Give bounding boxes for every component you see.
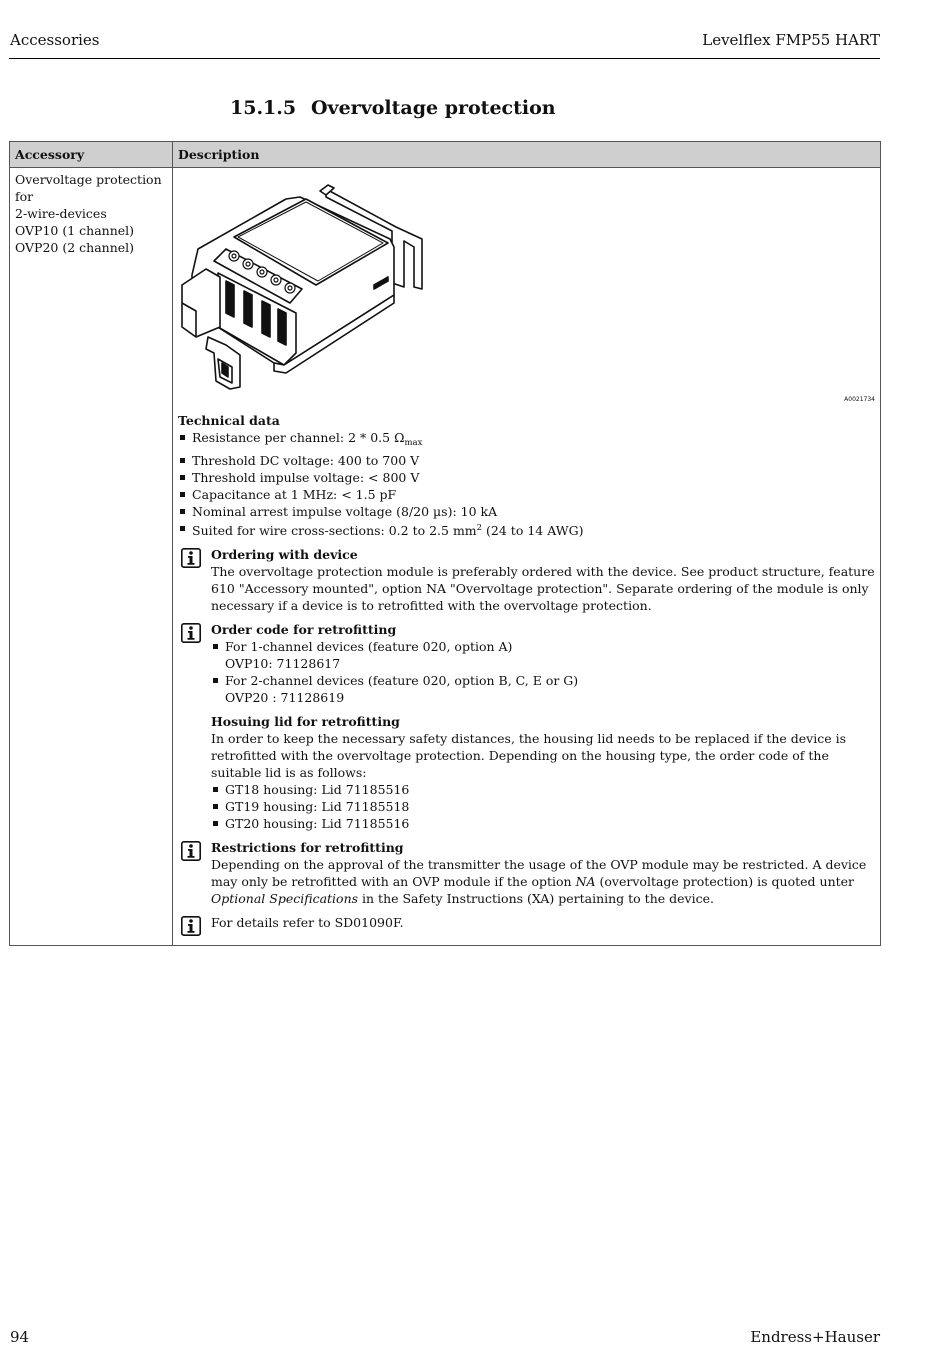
ovp-module-figure [178, 171, 875, 412]
list-item: GT18 housing: Lid 71185516 [211, 781, 875, 798]
note-text: For details refer to SD01090F. [211, 915, 404, 930]
list-item [211, 638, 875, 672]
list-item: GT19 housing: Lid 71185518 [211, 798, 875, 815]
table-header-row [10, 142, 881, 168]
note-details [178, 914, 875, 931]
order-code-list [211, 638, 875, 706]
note-restrictions [178, 839, 875, 907]
list-item: GT20 housing: Lid 71185516 [211, 815, 875, 832]
note-ordering [178, 546, 875, 614]
accessory-cell [10, 168, 173, 946]
info-icon [181, 548, 201, 568]
accessory-table [9, 141, 881, 946]
optional-specifications: Optional Specifications [211, 891, 359, 906]
list-item [211, 672, 875, 706]
accessory-line: 2-wire-devices [15, 206, 107, 221]
resistance-text: Resistance per channel: 2 * 0.5 Ω [192, 430, 405, 445]
column-header-accessory: Accessory [10, 142, 173, 168]
note-title: Order code for retrofitting [211, 622, 397, 637]
order-code-value: OVP10: 71128617 [225, 656, 341, 671]
accessory-line: OVP20 (2 channel) [15, 240, 135, 255]
wire-text-end: (24 to 14 AWG) [482, 523, 584, 538]
list-item: Threshold DC voltage: 400 to 700 V [178, 452, 875, 469]
list-item [178, 429, 875, 452]
column-header-description: Description [173, 142, 881, 168]
table-row [10, 168, 881, 946]
section-title: Overvoltage protection [311, 97, 556, 119]
accessory-line: Overvoltage protection for [15, 172, 162, 204]
note-text: Depending on the approval of the transmitter the usage of the OVP module may be restricted. A device may only be retrofitted with an OVP module if the option NA (overvoltage protection) is quoted unter Optional Specifications in the Safety Instructions (XA) pertaining to the device. [211, 857, 867, 906]
order-code-line: For 2-channel devices (feature 020, option B, C, E or G) [225, 673, 579, 688]
list-item: Nominal arrest impulse voltage (8/20 µs): 10 kA [178, 503, 875, 520]
lid-text: In order to keep the necessary safety distances, the housing lid needs to be replaced if the device is retrofitted with the overvoltage protection. Depending on the housing type, the order code of the suitable lid is as follows: [211, 731, 847, 780]
description-cell [173, 168, 881, 946]
wire-text: Suited for wire cross-sections: 0.2 to 2.5 mm [192, 523, 477, 538]
page-number: 94 [10, 1328, 30, 1346]
order-code-line: For 1-channel devices (feature 020, option A) [225, 639, 513, 654]
section-number: 15.1.5 [230, 97, 297, 119]
option-na: NA [575, 874, 596, 889]
lid-list [211, 781, 875, 832]
list-item [178, 520, 875, 539]
technical-data-title: Technical data [178, 413, 280, 428]
header-product-name: Levelflex FMP55 HART [702, 31, 880, 49]
note-order-code [178, 621, 875, 832]
figure-code: A0021734 [844, 396, 875, 403]
lid-title: Hosuing lid for retrofitting [211, 714, 400, 729]
section-heading [230, 97, 556, 119]
ovp-module-drawing [178, 177, 428, 397]
order-code-value: OVP20 : 71128619 [225, 690, 345, 705]
info-icon [181, 623, 201, 643]
header-divider [9, 58, 880, 59]
technical-data-list [178, 429, 875, 539]
note-title: Ordering with device [211, 547, 358, 562]
note-title: Restrictions for retrofitting [211, 840, 404, 855]
list-item: Capacitance at 1 MHz: < 1.5 pF [178, 486, 875, 503]
info-icon [181, 916, 201, 936]
info-icon [181, 841, 201, 861]
header-section-name: Accessories [10, 31, 100, 49]
accessory-line: OVP10 (1 channel) [15, 223, 135, 238]
footer-brand: Endress+Hauser [750, 1328, 880, 1346]
note-text: The overvoltage protection module is preferably ordered with the device. See product structure, feature 610 "Accessory mounted", option NA "Overvoltage protection". Separate ordering of the module is only necessary if a device is to retrofitted with the overvoltage protection. [211, 564, 875, 613]
list-item: Threshold impulse voltage: < 800 V [178, 469, 875, 486]
wire-superscript: 2 [476, 523, 483, 533]
resistance-subscript: max [404, 438, 423, 448]
